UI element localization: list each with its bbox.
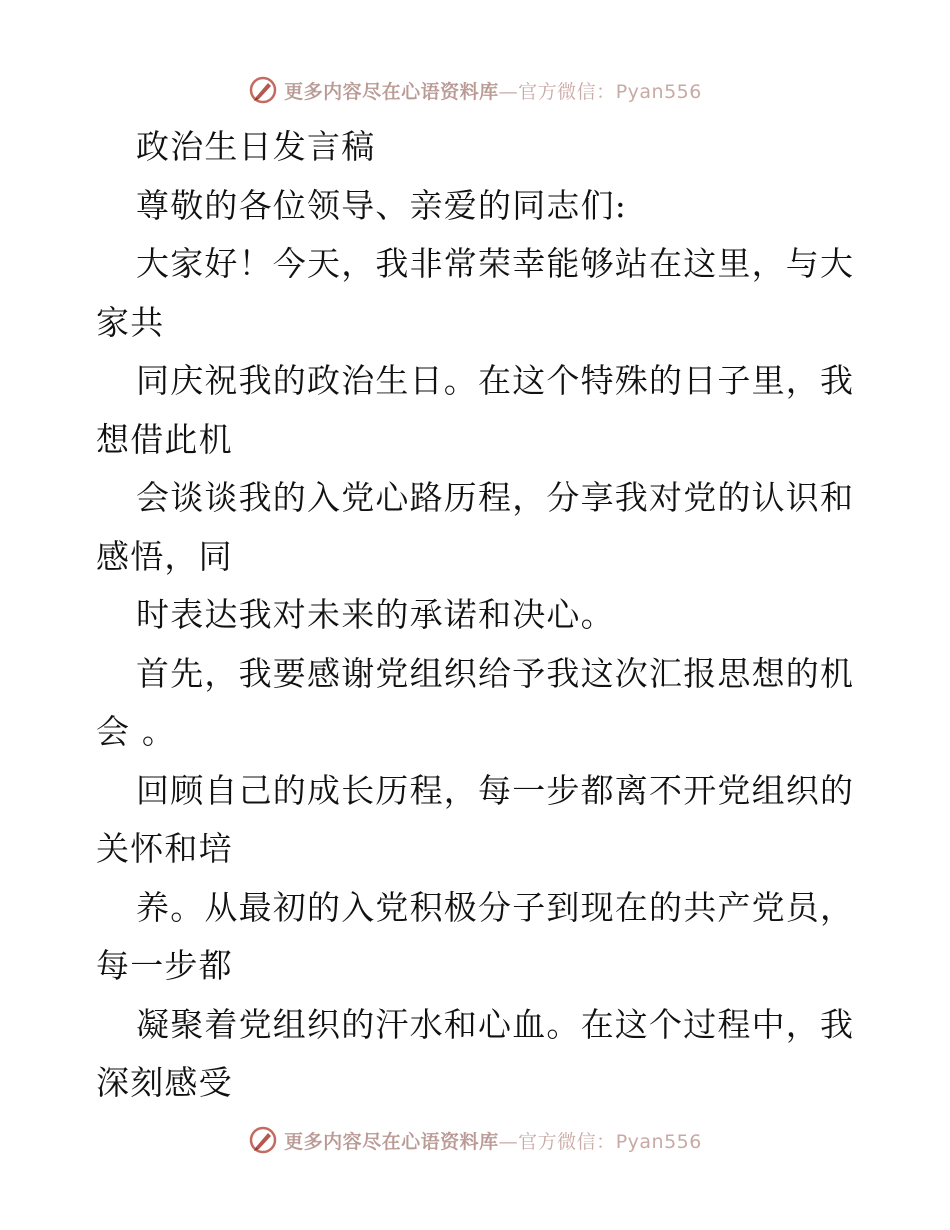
document-title: 政治生日发言稿 — [136, 127, 376, 166]
paragraph-line: 会 。 — [96, 712, 177, 751]
header-watermark — [0, 72, 950, 108]
document-body — [96, 118, 856, 1113]
paragraph-line: 时表达我对未来的承诺和决心。 — [136, 595, 615, 634]
paragraph-line: 同庆祝我的政治生日。在这个特殊的日子里，我 — [136, 361, 855, 400]
paragraph-line: 凝聚着党组织的汗水和心血。在这个过程中，我 — [136, 1004, 855, 1044]
watermark-text: 更多内容尽在心语资料库—官方微信：Pyan556 — [284, 1130, 702, 1153]
footer-watermark — [0, 1122, 950, 1158]
paragraph-line: 想借此机 — [96, 419, 233, 459]
paragraph-line: 首先，我要感谢党组织给予我这次汇报思想的机 — [136, 653, 855, 693]
paragraph-line: 尊敬的各位领导、亲爱的同志们: — [136, 185, 628, 225]
paragraph-line: 回顾自己的成长历程，每一步都离不开党组织的 — [136, 770, 855, 810]
paragraph-line: 深刻感受 — [96, 1063, 233, 1102]
paragraph-line: 每一步都 — [96, 946, 233, 985]
paragraph-line: 关怀和培 — [96, 829, 233, 868]
paragraph-line: 家共 — [96, 302, 165, 342]
pen-logo-icon — [248, 75, 278, 105]
watermark-text: 更多内容尽在心语资料库—官方微信：Pyan556 — [284, 80, 702, 103]
paragraph-line: 感悟，同 — [96, 536, 233, 576]
pen-logo-icon — [248, 1125, 278, 1155]
paragraph-line: 养。从最初的入党积极分子到现在的共产党员， — [136, 887, 855, 927]
paragraph-line: 会谈谈我的入党心路历程，分享我对党的认识和 — [136, 478, 855, 517]
paragraph-line: 大家好！今天，我非常荣幸能够站在这里，与大 — [136, 244, 855, 283]
